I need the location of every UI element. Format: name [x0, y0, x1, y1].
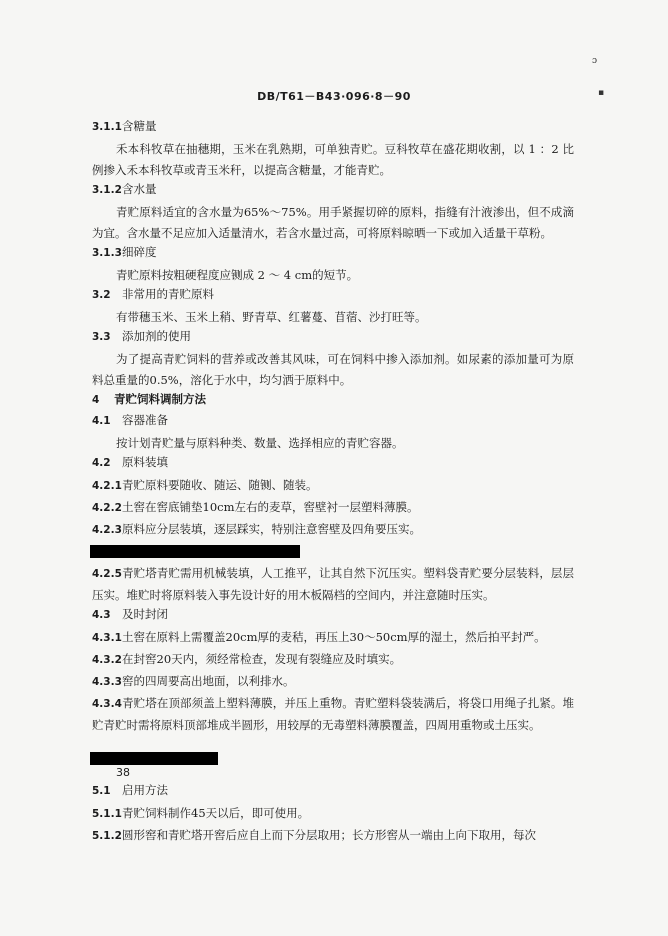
clause-title: 含水量 — [122, 182, 157, 196]
paragraph-text: 在封窖20天内，须经常检查，发现有裂缝应及时填实。 — [122, 652, 402, 666]
clause-number: 4.3 — [92, 609, 111, 621]
clause-heading — [92, 328, 574, 349]
redaction-bar — [90, 752, 218, 765]
paragraph-text: 青贮原料要随收、随运、随铡、随装。 — [122, 478, 318, 492]
paragraph: 为了提高青贮饲料的营养或改善其风味，可在饲料中掺入添加剂。如尿素的添加量可为原料总重量的0.5%，溶化于水中，均匀洒于原料中。 — [92, 352, 574, 387]
numbered-paragraph — [92, 627, 574, 649]
document-header: DB/T61－B43·096·8－90 — [257, 90, 411, 103]
clause-number: 4.1 — [92, 415, 111, 427]
scan-mark-right: ▪ — [598, 88, 605, 98]
clause-number: 4.2.3 — [92, 524, 122, 536]
scan-mark-top: ɔ — [592, 56, 598, 66]
paragraph: 青贮原料按粗硬程度应铡成 2 ～ 4 cm的短节。 — [116, 268, 359, 282]
clause-number: 4.3.4 — [92, 698, 122, 710]
clause-title: 含糖量 — [122, 119, 157, 133]
clause-title: 细碎度 — [122, 245, 157, 259]
redaction-bar — [90, 545, 300, 558]
clause-heading — [92, 244, 574, 265]
numbered-paragraph — [92, 563, 574, 606]
numbered-paragraph — [92, 825, 574, 847]
clause-heading — [92, 412, 574, 433]
paragraph: 禾本科牧草在抽穗期，玉米在乳熟期，可单独青贮。豆科牧草在盛花期收割，以 1 ：2 比例掺入禾本科牧草或青玉米秆，以提高含糖量，才能青贮。 — [92, 142, 574, 177]
clause-number: 4 — [92, 394, 100, 406]
numbered-paragraph — [92, 519, 574, 541]
numbered-paragraph — [92, 497, 574, 519]
clause-number: 3.1.1 — [92, 121, 122, 133]
numbered-paragraph — [92, 649, 574, 671]
clause-title: 容器准备 — [122, 413, 168, 427]
clause-title: 启用方法 — [122, 783, 168, 797]
paragraph-text: 圆形窖和青贮塔开窖后应自上而下分层取用；长方形窖从一端由上向下取用，每次 — [122, 828, 536, 842]
paragraph-text: 土窖在原料上需覆盖20cm厚的麦秸，再压上30～50cm厚的湿土，然后拍平封严。 — [122, 630, 546, 644]
clause-title: 非常用的青贮原料 — [122, 287, 214, 301]
clause-number: 3.3 — [92, 331, 111, 343]
clause-title: 添加剂的使用 — [122, 329, 191, 343]
clause-heading — [92, 286, 574, 307]
document-body — [92, 118, 574, 847]
paragraph-text: 青贮饲料制作45天以后，即可使用。 — [122, 806, 310, 820]
paragraph-text: 窖的四周要高出地面，以利排水。 — [122, 674, 295, 688]
clause-number: 5.1.1 — [92, 808, 122, 820]
paragraph: 按计划青贮量与原料种类、数量、选择相应的青贮容器。 — [116, 436, 404, 450]
clause-number: 4.3.1 — [92, 632, 122, 644]
clause-title: 青贮饲料调制方法 — [114, 392, 206, 406]
numbered-paragraph — [92, 475, 574, 497]
clause-number: 4.2 — [92, 457, 111, 469]
clause-number: 3.1.3 — [92, 247, 122, 259]
paragraph-text: 青贮塔青贮需用机械装填，人工推平，让其自然下沉压实。塑料袋青贮要分层装料，层层压实。堆贮时将原料装入事先设计好的用木板隔档的空间内，并注意随时压实。 — [92, 566, 574, 602]
clause-number: 4.3.2 — [92, 654, 122, 666]
clause-title: 及时封闭 — [122, 607, 168, 621]
page-number: 38 — [116, 766, 130, 779]
clause-number: 3.2 — [92, 289, 111, 301]
section-heading — [92, 391, 574, 412]
clause-number: 4.2.2 — [92, 502, 122, 514]
spacer — [92, 736, 574, 748]
paragraph-text: 土窖在窖底铺垫10cm左右的麦草，窖壁衬一层塑料薄膜。 — [122, 500, 419, 514]
spacer — [92, 770, 574, 782]
paragraph: 有带穗玉米、玉米上稍、野青草、红薯蔓、苜蓿、沙打旺等。 — [116, 310, 427, 324]
clause-title: 原料装填 — [122, 455, 168, 469]
clause-heading — [92, 454, 574, 475]
paragraph-text: 青贮塔在顶部须盖上塑料薄膜，并压上重物。青贮塑料袋装满后，将袋口用绳子扎紧。堆贮青贮时需将原料顶部堆成半圆形，用较厚的无毒塑料薄膜覆盖，四周用重物或土压实。 — [92, 696, 574, 732]
numbered-paragraph — [92, 693, 574, 736]
clause-number: 5.1.2 — [92, 830, 122, 842]
numbered-paragraph — [92, 671, 574, 693]
numbered-paragraph — [92, 803, 574, 825]
clause-heading — [92, 782, 574, 803]
clause-heading — [92, 181, 574, 202]
paragraph: 青贮原料适宜的含水量为65%～75%。用手紧握切碎的原料，指缝有汁液渗出，但不成滴为宜。含水量不足应加入适量清水，若含水量过高，可将原料晾晒一下或加入适量干草粉。 — [92, 205, 574, 240]
clause-number: 4.2.1 — [92, 480, 122, 492]
paragraph-text: 原料应分层装填，逐层踩实，特别注意窖壁及四角要压实。 — [122, 522, 421, 536]
clause-number: 4.3.3 — [92, 676, 122, 688]
clause-heading — [92, 118, 574, 139]
clause-number: 5.1 — [92, 785, 111, 797]
clause-number: 3.1.2 — [92, 184, 122, 196]
clause-heading — [92, 606, 574, 627]
clause-number: 4.2.5 — [92, 568, 122, 580]
